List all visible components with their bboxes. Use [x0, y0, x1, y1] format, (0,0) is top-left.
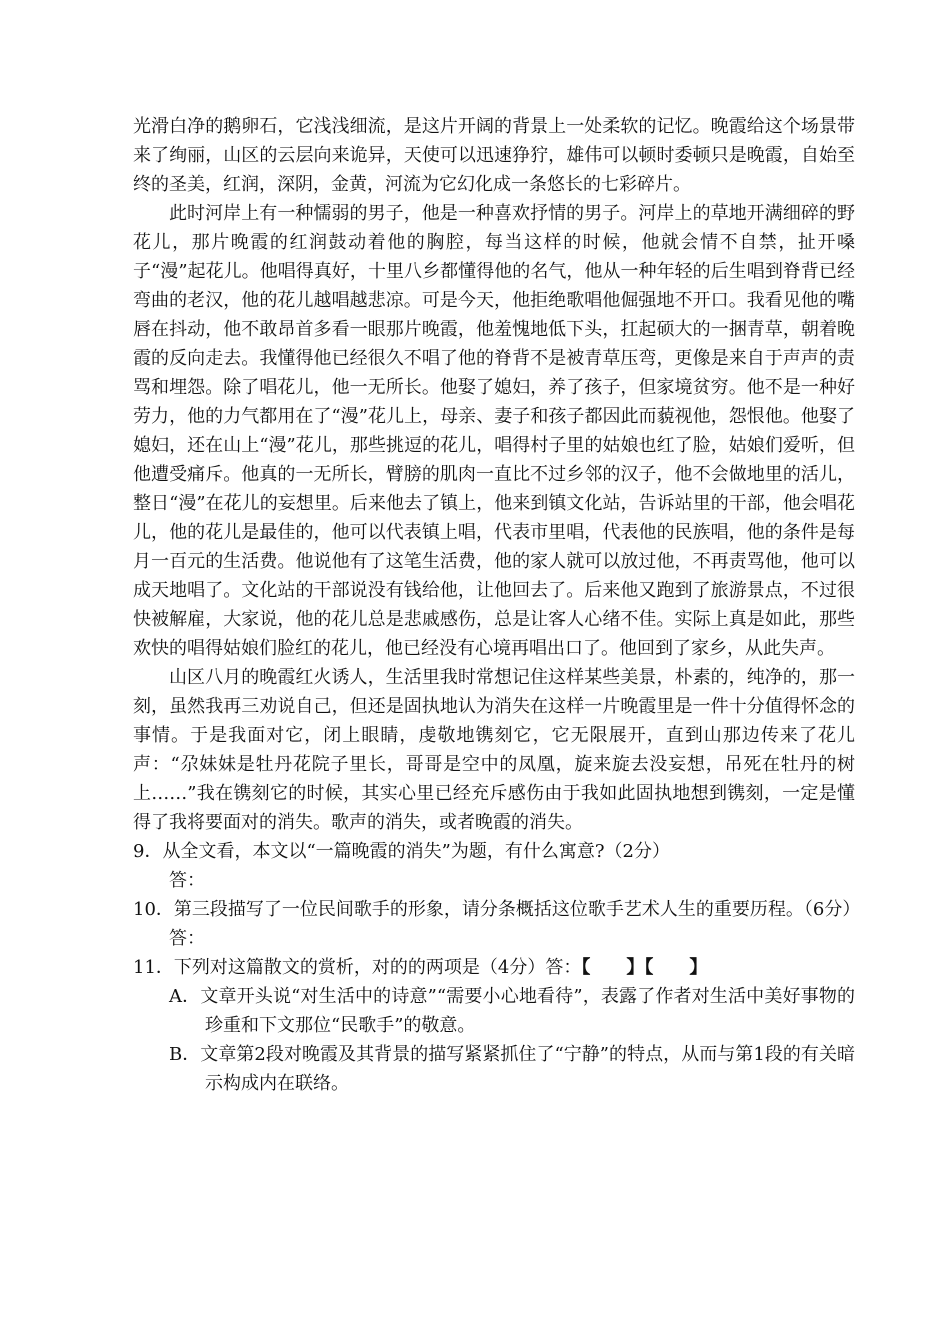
article-paragraph-2: 此时河岸上有一种懦弱的男子，他是一种喜欢抒情的男子。河岸上的草地开满细碎的野花儿，那片晚霞的红润鼓动着他的胸腔，每当这样的时候，他就会情不自禁，扯开嗓子“漫”起花儿。他唱得真好，十里八乡都懂得他的名气，他从一种年轻的后生唱到脊背已经弯曲的老汉，他的花儿越唱越悲凉。可是今天，他拒绝歌唱他倔强地不开口。我看见他的嘴唇在抖动，他不敢昂首多看一眼那片晚霞，他羞愧地低下头，扛起硕大的一捆青草，朝着晚霞的反向走去。我懂得他已经很久不唱了他的脊背不是被青草压弯，更像是来自于声声的责骂和埋怨。除了唱花儿，他一无所长。他娶了媳妇，养了孩子，但家境贫穷。他不是一种好劳力，他的力气都用在了“漫”花儿上，母亲、妻子和孩子都因此而藐视他，怨恨他。他娶了媳妇，还在山上“漫”花儿，那些挑逗的花儿，唱得村子里的姑娘也红了脸，姑娘们爱听，但他遭受痛斥。他真的一无所长，臂膀的肌肉一直比不过乡邻的汉子，他不会做地里的活儿，整日“漫”在花儿的妄想里。后来他去了镇上，他来到镇文化站，告诉站里的干部，他会唱花儿，他的花儿是最佳的，他可以代表镇上唱，代表市里唱，代表他的民族唱，他的条件是每月一百元的生活费。他说他有了这笔生活费，他的家人就可以放过他，不再责骂他，他可以成天地唱了。文化站的干部说没有钱给他，让他回去了。后来他又跑到了旅游景点，不过很快被解雇，大家说，他的花儿总是悲戚感伤，总是让客人心绪不佳。实际上真是如此，那些欢快的唱得姑娘们脸红的花儿，他已经没有心境再唱出口了。他回到了家乡，从此失声。	[133, 203, 855, 659]
question-9-answer-label: 答：	[169, 870, 205, 891]
document-page	[133, 112, 861, 1098]
article-paragraph-1-continued: 光滑白净的鹅卵石，它浅浅细流，是这片开阔的背景上一处柔软的记忆。晚霞给这个场景带来了绚丽，山区的云层向来诡异，天使可以迅速狰狞，雄伟可以顿时委顿只是晚霞，自始至终的圣美，红润，深阴，金黄，河流为它幻化成一条悠长的七彩碎片。	[133, 116, 855, 195]
question-9: 9．从全文看，本文以“一篇晚霞的消失”为题，有什么寓意?（2分）	[133, 841, 670, 862]
question-11-answer-brackets: 【 】【 】	[581, 957, 708, 978]
article-paragraph-3: 山区八月的晚霞红火诱人，生活里我时常想记住这样某些美景，朴素的，纯净的，那一刻，虽然我再三劝说自己，但还是固执地认为消失在这样一片晚霞里是一件十分值得怀念的事情。于是我面对它，闭上眼睛，虔敬地镌刻它，它无限展开，直到山那边传来了花儿声：“尕妹妹是牡丹花院子里长，哥哥是空中的凤凰，旋来旋去没妄想，吊死在牡丹的树上……”我在镌刻它的时候，其实心里已经充斥感伤由于我如此固执地想到镌刻，一定是懂得了我将要面对的消失。歌声的消失，或者晚霞的消失。	[133, 667, 855, 833]
question-11-text: 11．下列对这篇散文的赏析，对的的两项是（4分）答：	[133, 957, 582, 978]
question-10: 10．第三段描写了一位民间歌手的形象，请分条概括这位歌手艺术人生的重要历程。（6分）	[133, 899, 861, 920]
question-10-answer-label: 答：	[169, 928, 205, 949]
question-11-option-b: B．文章第2段对晚霞及其背景的描写紧紧抓住了“宁静”的特点，从而与第1段的有关暗示构成内在联络。	[169, 1044, 855, 1094]
question-11	[133, 953, 855, 982]
question-11-option-a: A．文章开头说“对生活中的诗意”“需要小心地看待”，表露了作者对生活中美好事物的珍重和下文那位“民歌手”的敬意。	[169, 986, 855, 1036]
